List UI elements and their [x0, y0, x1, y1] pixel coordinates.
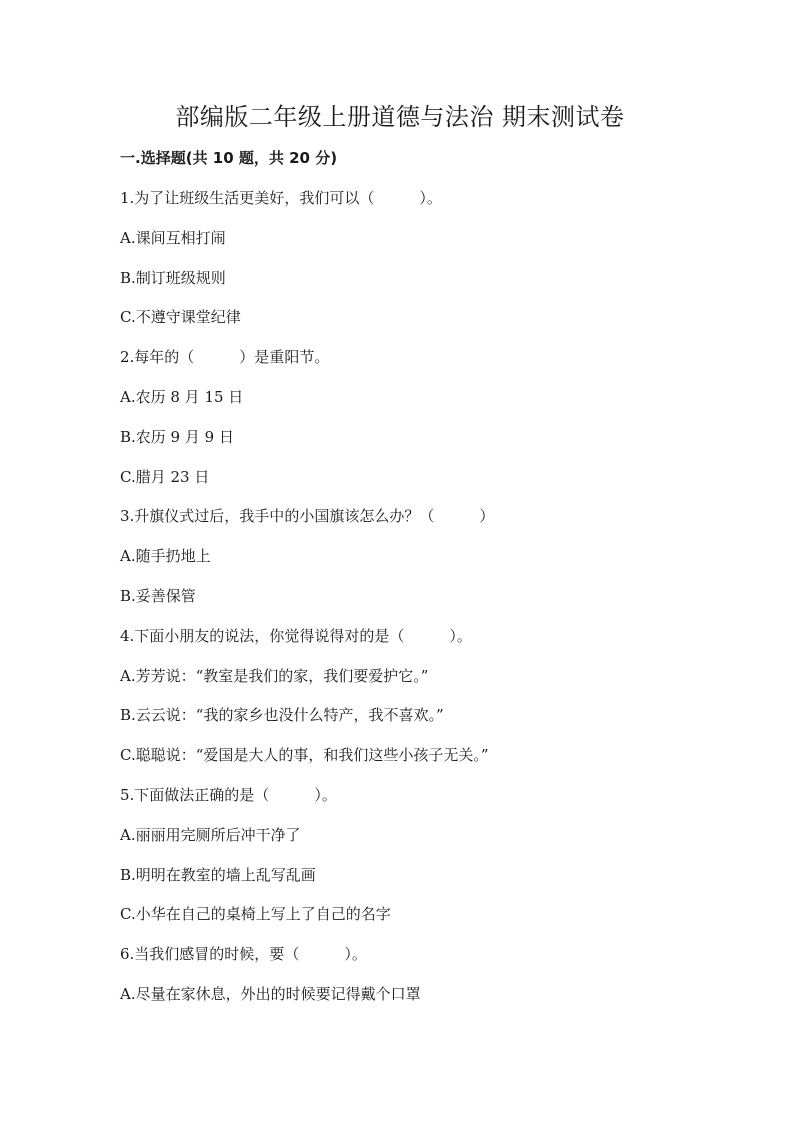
option-5a: A.丽丽用完厕所后冲干净了	[120, 825, 301, 844]
question-2: 2.每年的（ ）是重阳节。	[120, 348, 330, 367]
section-heading: 一.选择题(共 10 题，共 20 分)	[120, 149, 338, 167]
question-3: 3.升旗仪式过后，我手中的小国旗该怎么办？（ ）	[120, 507, 495, 526]
question-list	[120, 188, 720, 1024]
option-2b: B.农历 9 月 9 日	[120, 427, 234, 446]
option-3a: A.随手扔地上	[120, 547, 211, 566]
option-5b: B.明明在教室的墙上乱写乱画	[120, 865, 316, 884]
question-5: 5.下面做法正确的是（ ）。	[120, 785, 337, 804]
option-1c: C.不遵守课堂纪律	[120, 308, 241, 327]
option-6a: A.尽量在家休息，外出的时候要记得戴个口罩	[120, 984, 421, 1003]
option-3b: B.妥善保管	[120, 586, 196, 605]
page-title: 部编版二年级上册道德与法治 期末测试卷	[175, 103, 625, 131]
option-4a: A.芳芳说：“教室是我们的家，我们要爱护它。”	[120, 666, 429, 685]
question-1: 1.为了让班级生活更美好，我们可以（ ）。	[120, 189, 442, 207]
option-4b: B.云云说：“我的家乡也没什么特产，我不喜欢。”	[120, 706, 444, 725]
option-1b: B.制订班级规则	[120, 268, 226, 287]
question-4: 4.下面小朋友的说法，你觉得说得对的是（ ）。	[120, 626, 472, 645]
option-1a: A.课间互相打闹	[120, 228, 226, 247]
option-5c: C.小华在自己的桌椅上写上了自己的名字	[120, 905, 391, 924]
question-6: 6.当我们感冒的时候，要（ ）。	[120, 945, 367, 964]
option-2a: A.农历 8 月 15 日	[120, 387, 244, 406]
option-4c: C.聪聪说：“爱国是大人的事，和我们这些小孩子无关。”	[120, 746, 489, 765]
option-2c: C.腊月 23 日	[120, 467, 210, 486]
